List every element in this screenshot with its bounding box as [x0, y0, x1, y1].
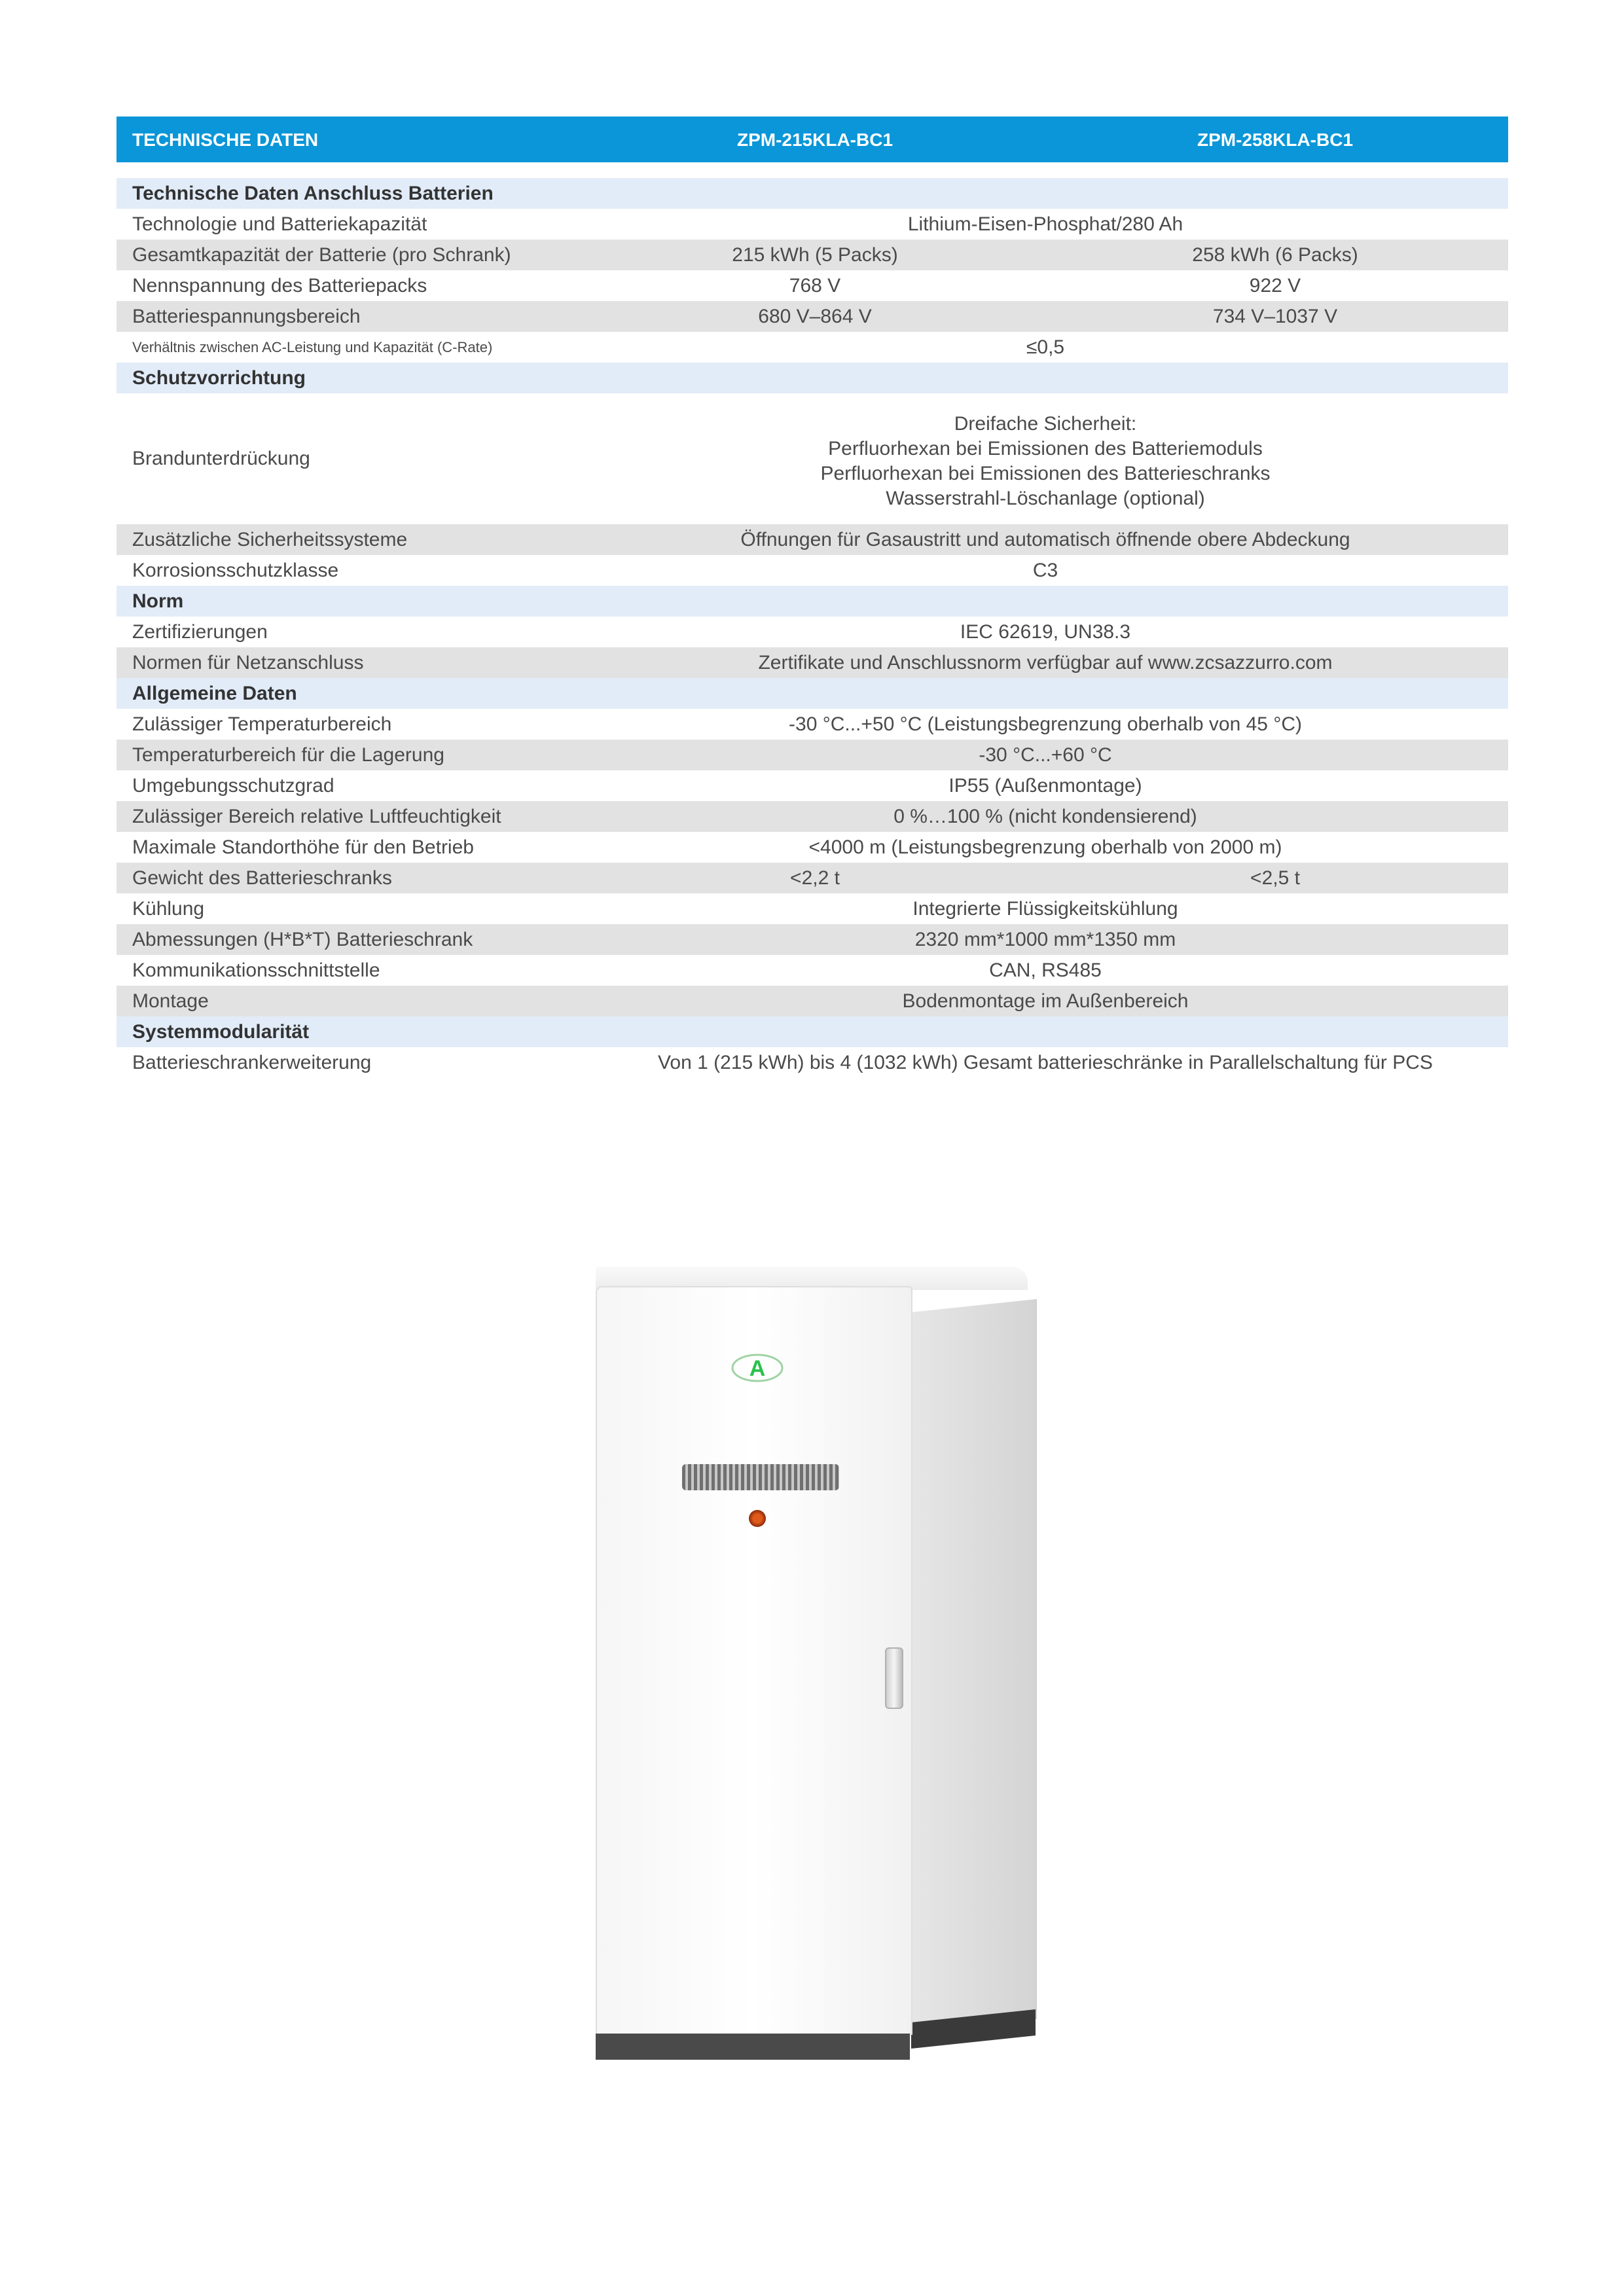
row-value: C3 — [1032, 560, 1058, 581]
battery-cabinet-image — [576, 1266, 1047, 2111]
table-row — [117, 1047, 1508, 1078]
header-model-2: ZPM-258KLA-BC1 — [1197, 130, 1354, 150]
row-value: Öffnungen für Gasaustritt und automatisch öffnende obere Abdeckung — [740, 529, 1350, 550]
brand-logo-icon — [731, 1353, 784, 1383]
row-label: Technologie und Batteriekapazität — [132, 213, 427, 235]
emergency-button-icon — [749, 1510, 766, 1527]
row-label: Zulässiger Temperaturbereich — [132, 713, 392, 735]
row-value-model-2: <2,5 t — [1250, 867, 1300, 889]
row-label: Maximale Standorthöhe für den Betrieb — [132, 836, 474, 858]
row-label: Brandunterdrückung — [132, 448, 310, 469]
fire-line: Wasserstrahl-Löschanlage (optional) — [886, 488, 1205, 509]
row-label: Gewicht des Batterieschranks — [132, 867, 392, 889]
table-row — [117, 240, 1508, 270]
table-row — [117, 301, 1508, 332]
svg-text:A: A — [749, 1356, 766, 1381]
row-label: Montage — [132, 990, 209, 1012]
header-model-1: ZPM-215KLA-BC1 — [736, 130, 893, 150]
row-label: Nennspannung des Batteriepacks — [132, 275, 427, 296]
table-row — [117, 893, 1508, 924]
section-title: Norm — [132, 590, 184, 612]
row-value-multiline — [820, 412, 1270, 511]
vent-grille — [682, 1464, 839, 1490]
section-general — [117, 678, 1508, 709]
section-norm — [117, 586, 1508, 617]
section-battery — [117, 178, 1508, 209]
row-value-model-2: 258 kWh (6 Packs) — [1192, 244, 1358, 266]
row-value-model-1: 680 V–864 V — [758, 306, 872, 327]
row-value: -30 °C...+60 °C — [979, 744, 1112, 766]
row-value: Integrierte Flüssigkeitskühlung — [912, 898, 1178, 920]
row-label: Zertifizierungen — [132, 621, 268, 643]
section-protection — [117, 363, 1508, 393]
cabinet-door — [596, 1286, 912, 2035]
row-label: Kühlung — [132, 898, 205, 920]
row-label: Umgebungsschutzgrad — [132, 775, 334, 797]
table-row — [117, 801, 1508, 832]
table-row — [117, 955, 1508, 986]
header-title: TECHNISCHE DATEN — [132, 130, 319, 150]
section-title: Technische Daten Anschluss Batterien — [132, 183, 494, 204]
row-value: IP55 (Außenmontage) — [948, 775, 1142, 797]
row-value: Zertifikate und Anschlussnorm verfügbar auf www.zcsazzurro.com — [758, 652, 1333, 673]
row-value: Bodenmontage im Außenbereich — [902, 990, 1189, 1012]
table-row — [117, 832, 1508, 863]
table-row — [117, 270, 1508, 301]
row-value: IEC 62619, UN38.3 — [960, 621, 1131, 643]
row-value-model-1: 215 kWh (5 Packs) — [732, 244, 898, 266]
row-label: Normen für Netzanschluss — [132, 652, 364, 673]
row-label: Korrosionsschutzklasse — [132, 560, 339, 581]
row-label: Abmessungen (H*B*T) Batterieschrank — [132, 929, 473, 950]
section-modularity — [117, 1016, 1508, 1047]
table-row — [117, 647, 1508, 678]
table-row — [117, 740, 1508, 770]
spec-table — [117, 117, 1508, 1078]
table-row — [117, 393, 1508, 524]
row-label: Kommunikationsschnittstelle — [132, 960, 380, 981]
table-row — [117, 709, 1508, 740]
row-value: 2320 mm*1000 mm*1350 mm — [914, 929, 1176, 950]
table-header — [117, 117, 1508, 162]
section-title: Systemmodularität — [132, 1021, 310, 1043]
row-label: Temperaturbereich für die Lagerung — [132, 744, 444, 766]
row-value: CAN, RS485 — [989, 960, 1102, 981]
row-value: Von 1 (215 kWh) bis 4 (1032 kWh) Gesamt batterieschränke in Parallelschaltung für PCS — [658, 1052, 1433, 1073]
row-value: -30 °C...+50 °C (Leistungsbegrenzung oberhalb von 45 °C) — [789, 713, 1302, 735]
table-row — [117, 924, 1508, 955]
section-title: Schutzvorrichtung — [132, 367, 306, 389]
row-label: Zusätzliche Sicherheitssysteme — [132, 529, 408, 550]
fire-line: Perfluorhexan bei Emissionen des Batteriemoduls — [828, 438, 1263, 459]
row-value: Lithium-Eisen-Phosphat/280 Ah — [907, 213, 1183, 235]
table-row — [117, 555, 1508, 586]
row-value-model-2: 922 V — [1249, 275, 1301, 296]
row-label: Zulässiger Bereich relative Luftfeuchtigkeit — [132, 806, 501, 827]
row-value: <4000 m (Leistungsbegrenzung oberhalb von 2000 m) — [808, 836, 1282, 858]
cabinet-side — [911, 1299, 1037, 2032]
table-row — [117, 617, 1508, 647]
row-label: Verhältnis zwischen AC-Leistung und Kapazität (C-Rate) — [132, 339, 493, 355]
table-row — [117, 770, 1508, 801]
table-row — [117, 524, 1508, 555]
row-value-model-2: 734 V–1037 V — [1212, 306, 1338, 327]
table-row — [117, 863, 1508, 893]
fire-line: Dreifache Sicherheit: — [954, 413, 1137, 435]
cabinet-base — [596, 2034, 910, 2060]
door-handle — [885, 1647, 903, 1709]
row-value-model-1: <2,2 t — [790, 867, 840, 889]
fire-line: Perfluorhexan bei Emissionen des Batterieschranks — [820, 463, 1271, 484]
row-label: Gesamtkapazität der Batterie (pro Schrank) — [132, 244, 511, 266]
table-row — [117, 209, 1508, 240]
section-title: Allgemeine Daten — [132, 683, 297, 704]
table-row — [117, 332, 1508, 363]
row-label: Batterieschrankerweiterung — [132, 1052, 372, 1073]
row-value-model-1: 768 V — [789, 275, 841, 296]
row-value: 0 %…100 % (nicht kondensierend) — [893, 806, 1197, 827]
row-value: ≤0,5 — [1026, 336, 1065, 358]
row-label: Batteriespannungsbereich — [132, 306, 361, 327]
table-row — [117, 986, 1508, 1016]
